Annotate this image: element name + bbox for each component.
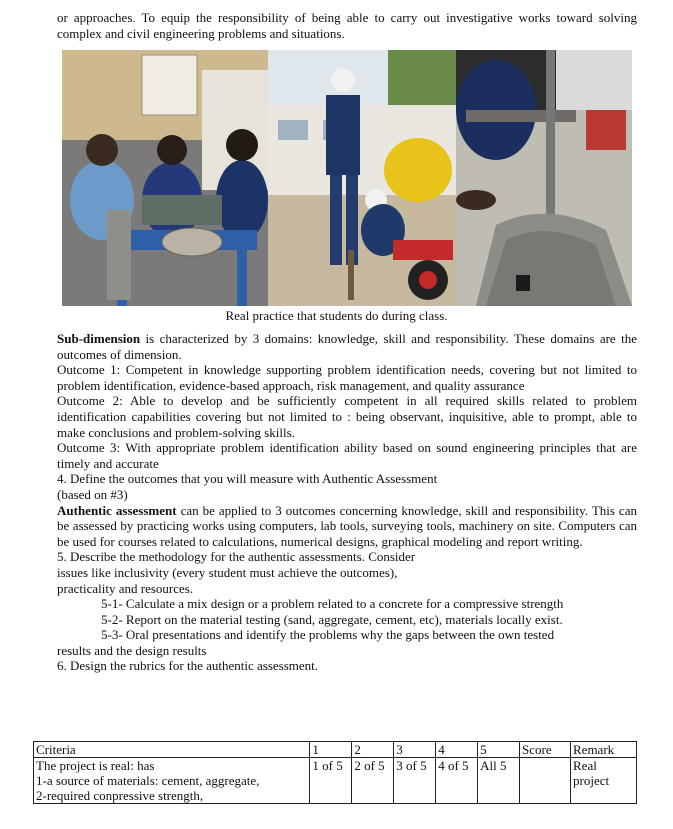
remark-line: project	[573, 773, 610, 788]
outcome-1: Outcome 1: Competent in knowledge supporting problem identification needs, covering but not limited to problem identification, evidence-based approach, risk management, and quality assurance	[57, 362, 637, 393]
question-5-line-2: issues like inclusivity (every student must achieve the outcomes),	[57, 564, 398, 580]
question-4-line-2: (based on #3)	[57, 486, 128, 502]
criteria-line: 1-a source of materials: cement, aggregate,	[36, 773, 260, 788]
authentic-assessment-text: can be applied to 3 outcomes concerning knowledge, skill and responsibility. This can be assessed by practicing works using computers, lab tools, surveying tools, machinery on site. Computers can be used for courses related to calculations, numerical designs, graphical modeling and report writing.	[57, 502, 637, 549]
cell-remark	[571, 758, 637, 804]
header-3: 3	[394, 742, 436, 758]
header-criteria: Criteria	[34, 742, 310, 758]
cell-2: 2 of 5	[352, 758, 394, 804]
authentic-assessment-paragraph	[57, 503, 637, 550]
table-header-row	[34, 742, 637, 758]
criteria-cell	[34, 758, 310, 804]
item-5-1: 5-1- Calculate a mix design or a problem related to a concrete for a compressive strength	[101, 596, 564, 612]
item-5-3-line-2: results and the design results	[57, 642, 207, 658]
cell-5: All 5	[478, 758, 520, 804]
question-5-line-3: practicality and resources.	[57, 580, 194, 596]
header-1: 1	[310, 742, 352, 758]
header-remark: Remark	[571, 742, 637, 758]
photo-caption: Real practice that students do during class.	[225, 308, 448, 323]
subdimension-text: is characterized by 3 domains: knowledge, skill and responsibility. These domains are the outcomes of dimension.	[57, 331, 637, 362]
criteria-line: 2-required conpressive strength,	[36, 788, 204, 803]
intro-text: or approaches. To equip the responsibility of being able to carry out investigative works toward solving complex and civil engineering problems and situations.	[57, 10, 637, 41]
header-5: 5	[478, 742, 520, 758]
cell-1: 1 of 5	[310, 758, 352, 804]
site-photo	[268, 50, 456, 306]
body-text	[57, 331, 637, 674]
remark-line: Real	[573, 758, 597, 773]
subdimension-term: Sub-dimension	[57, 331, 141, 346]
header-4: 4	[436, 742, 478, 758]
outcome-2: Outcome 2: Able to develop and be sufficiently competent in all required skills related to problem identification capabilities covering but not limited to : being observant, inquisitive, able to prompt, able to make conclusions and problem-solving skills.	[57, 393, 637, 440]
photo-collage	[62, 50, 632, 306]
header-2: 2	[352, 742, 394, 758]
cell-score	[520, 758, 571, 804]
outcome-3: Outcome 3: With appropriate problem identification ability based on sound engineering principles that are timely and accurate	[57, 440, 637, 471]
rubric-table	[33, 741, 637, 804]
item-5-3-line-1: 5-3- Oral presentations and identify the problems why the gaps between the own tested	[101, 627, 555, 643]
item-5-2: 5-2- Report on the material testing (sand, aggregate, cement, etc), materials locally exist.	[101, 611, 563, 627]
authentic-assessment-term: Authentic assessment	[57, 502, 177, 518]
question-6: 6. Design the rubrics for the authentic assessment.	[57, 658, 319, 674]
concrete-photo	[456, 50, 632, 306]
question-4-line-1: 4. Define the outcomes that you will measure with Authentic Assessment	[57, 471, 438, 487]
cell-3: 3 of 5	[394, 758, 436, 804]
cell-4: 4 of 5	[436, 758, 478, 804]
intro-paragraph	[57, 10, 637, 41]
criteria-line: The project is real: has	[36, 758, 155, 773]
lab-photo	[62, 50, 268, 306]
header-score: Score	[520, 742, 571, 758]
table-row	[34, 758, 637, 804]
subdimension-paragraph	[57, 331, 637, 362]
question-5-line-1: 5. Describe the methodology for the authentic assessments. Consider	[57, 549, 416, 565]
